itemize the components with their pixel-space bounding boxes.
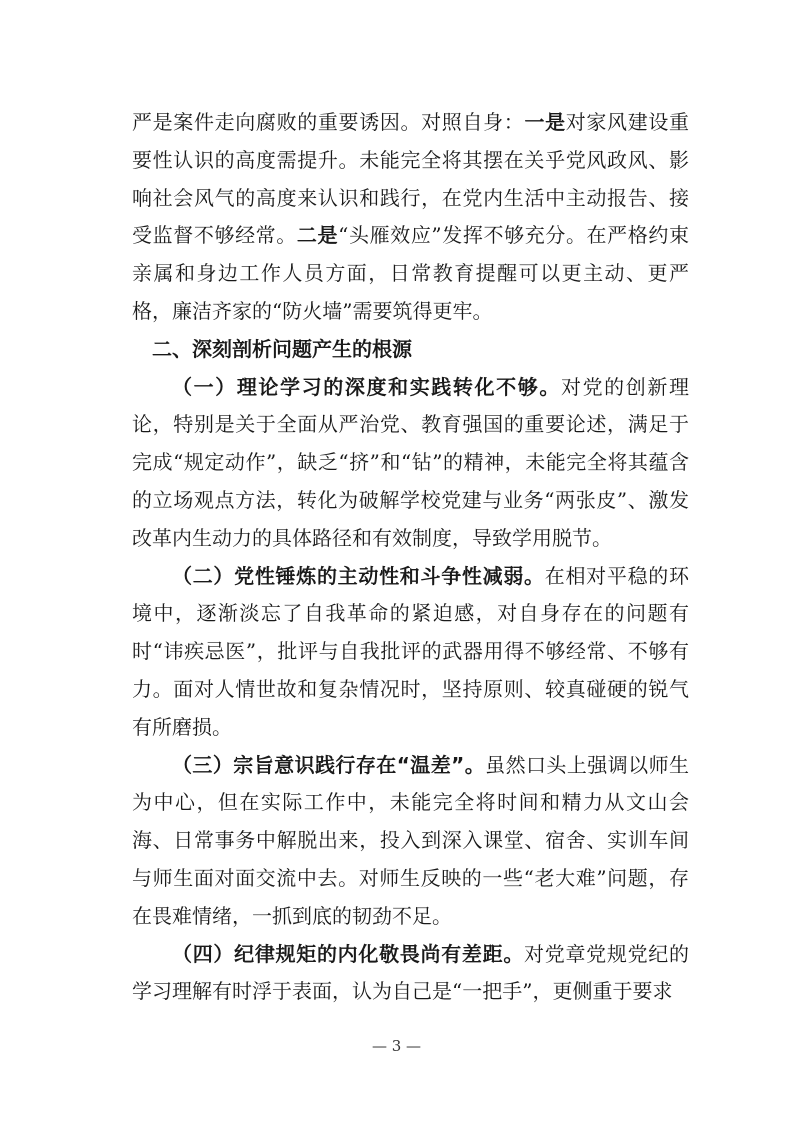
subsection-paragraph-4 <box>132 936 689 1012</box>
subsection-text: 对党的创新理论，特别是关于全面从严治党、教育强国的重要论述，满足于完成“规定动作”，缺乏“挤”和“钻”的精神，未能完全将其蕴含的立场观点方法，转化为破解学校党建与业务“两张皮”、激发改革内生动力的具体路径和有效制度，导致学用脱节。 <box>132 374 690 550</box>
subsection-text: 虽然口头上强调以师生为中心，但在实际工作中，未能完全将时间和精力从文山会海、日常事务中解脱出来，投入到深入课堂、宿舍、实训车间与师生面对面交流中去。对师生反映的一些“老大难”问题，存在畏难情绪，一抓到底的韧劲不足。 <box>132 752 689 928</box>
continuation-paragraph <box>132 104 689 331</box>
subsection-lead: （一）理论学习的深度和实践转化不够。 <box>172 374 561 399</box>
document-body <box>132 104 689 1011</box>
subsection-text: 对党章党规党纪的学习理解有时浮于表面，认为自己是“一把手”，更侧重于要求 <box>132 941 690 1004</box>
paragraph-text: 严是案件走向腐败的重要诱因。对照自身： <box>132 110 525 134</box>
subsection-text: 在相对平稳的环境中，逐渐淡忘了自我革命的紧迫感，对自身存在的问题有时“讳疾忌医”，批评与自我批评的武器用得不够经常、不够有力。面对人情世故和复杂情况时，坚持原则、较真碰硬的锐气有所磨损。 <box>132 563 689 739</box>
subsection-lead: （二）党性锤炼的主动性和斗争性减弱。 <box>172 563 545 588</box>
subsection-lead: （四）纪律规矩的内化敬畏尚有差距。 <box>172 941 525 966</box>
subsection-paragraph-3 <box>132 747 689 936</box>
subsection-paragraph-1 <box>132 369 689 558</box>
paragraph-text: “头雁效应”发挥不够充分。在严格约束亲属和身边工作人员方面，日常教育提醒可以更主动、更严格，廉洁齐家的“防火墙”需要筑得更牢。 <box>132 223 690 323</box>
section-heading: 二、深刻剖析问题产生的根源 <box>152 336 412 361</box>
subsection-paragraph-2 <box>132 558 689 747</box>
subsection-lead: （三）宗旨意识践行存在“温差”。 <box>172 752 486 777</box>
first-point-marker: 一是 <box>524 110 566 134</box>
paragraph-text: 对家风建设重要性认识的高度需提升。未能完全将其摆在关乎党风政风、影响社会风气的高度来认识和践行，在党内生活中主动报告、接受监督不够经常。 <box>132 110 690 248</box>
second-point-marker: 二是 <box>296 223 339 248</box>
page-number: — 3 — <box>371 1037 422 1055</box>
